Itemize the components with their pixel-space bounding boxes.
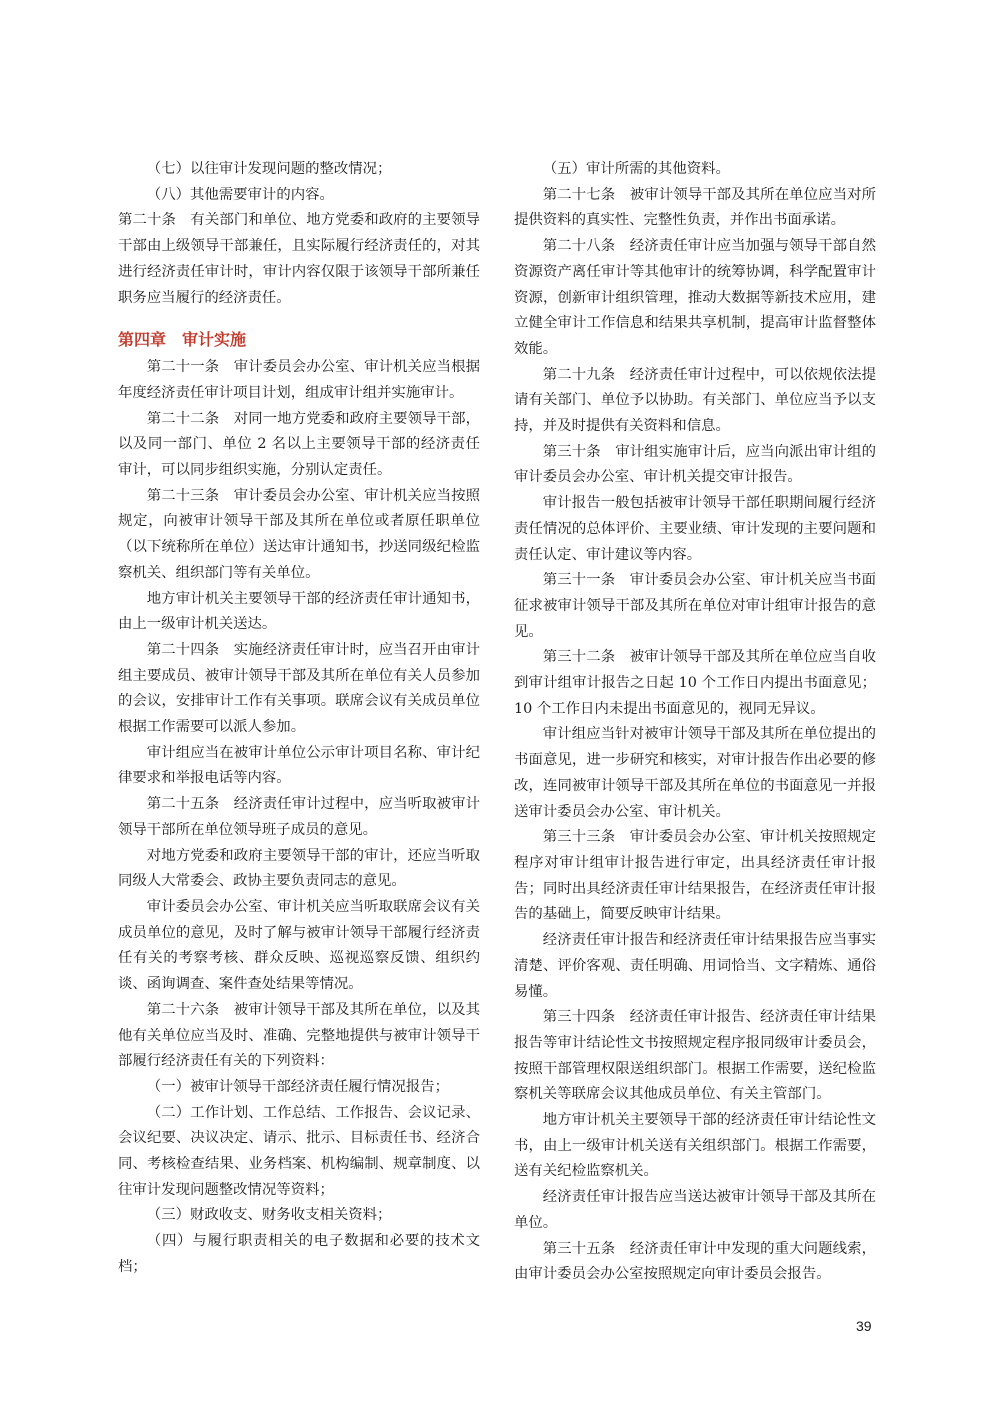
right-paragraph-13: 地方审计机关主要领导干部的经济责任审计结论性文书，由上一级审计机关送有关组织部门。根据工作需要，送有关纪检监察机关。 [514, 1112, 876, 1180]
article-20: 第二十条 有关部门和单位、地方党委和政府的主要领导干部由上级领导干部兼任，且实际履行经济责任的，对其进行经济责任审计时，审计内容仅限于该领导干部所兼任职务应当履行的经济责任。 [118, 212, 480, 306]
article-26: 第二十六条 被审计领导干部及其所在单位，以及其他有关单位应当及时、准确、完整地提供与被审计领导干部履行经济责任有关的下列资料： [118, 1001, 480, 1070]
article-34: 第三十四条 经济责任审计报告、经济责任审计结果报告等审计结论性文书按照规定程序报同级审计委员会，按照干部管理权限送组织部门。根据工作需要，送纪检监察机关等联席会议其他成员单位、有关主管部门。 [514, 1009, 876, 1103]
left-paragraph-14: （一）被审计领导干部经济责任履行情况报告； [146, 1078, 450, 1095]
left-paragraph-1: （七）以往审计发现问题的整改情况； [146, 161, 392, 177]
page-number: 39 [856, 1318, 872, 1334]
left-paragraph-2: （八）其他需要审计的内容。 [146, 186, 334, 203]
article-23: 第二十三条 审计委员会办公室、审计机关应当按照规定，向被审计领导干部及其所在单位或者原任职单位（以下统称所在单位）送达审计通知书，抄送同级纪检监察机关、组织部门等有关单位。 [118, 487, 480, 581]
chapter-heading: 第四章 审计实施 [118, 330, 247, 350]
left-paragraph-12: 审计委员会办公室、审计机关应当听取联席会议有关成员单位的意见，及时了解与被审计领导干部履行经济责任有关的考察考核、群众反映、巡视巡察反馈、组织约谈、函询调查、案件查处结果等情况。 [118, 898, 480, 993]
right-paragraph-1: （五）审计所需的其他资料。 [542, 161, 730, 177]
article-24: 第二十四条 实施经济责任审计时，应当召开由审计组主要成员、被审计领导干部及其所在单位有关人员参加的会议，安排审计工作有关事项。联席会议有关成员单位根据工作需要可以派人参加。 [118, 641, 480, 736]
left-column [118, 157, 480, 1281]
left-paragraph-9: 审计组应当在被审计单位公示审计项目名称、审计纪律要求和举报电话等内容。 [118, 744, 480, 787]
right-paragraph-14: 经济责任审计报告应当送达被审计领导干部及其所在单位。 [514, 1189, 876, 1231]
article-30: 第三十条 审计组实施审计后，应当向派出审计组的审计委员会办公室、审计机关提交审计报告。 [514, 443, 876, 486]
left-paragraph-16: （三）财政收支、财务收支相关资料； [146, 1207, 392, 1224]
right-paragraph-11: 经济责任审计报告和经济责任审计结果报告应当事实清楚、评价客观、责任明确、用词恰当、文字精炼、通俗易懂。 [514, 932, 876, 1000]
article-35: 第三十五条 经济责任审计中发现的重大问题线索，由审计委员会办公室按照规定向审计委员会报告。 [514, 1240, 876, 1283]
article-22: 第二十二条 对同一地方党委和政府主要领导干部，以及同一部门、单位 2 名以上主要领导干部的经济责任审计，可以同步组织实施，分别认定责任。 [118, 410, 480, 479]
left-paragraph-17: （四）与履行职责相关的电子数据和必要的技术文档； [118, 1233, 480, 1275]
article-28: 第二十八条 经济责任审计应当加强与领导干部自然资源资产离任审计等其他审计的统筹协调，科学配置审计资源，创新审计组织管理，推动大数据等新技术应用，建立健全审计工作信息和结果共享机制，提高审计监督整体效能。 [514, 238, 876, 357]
right-column [514, 157, 876, 1288]
left-paragraph-15: （二）工作计划、工作总结、工作报告、会议记录、会议纪要、决议决定、请示、批示、目标责任书、经济合同、考核检查结果、业务档案、机构编制、规章制度、以往审计发现问题整改情况等资料； [118, 1104, 480, 1198]
article-33: 第三十三条 审计委员会办公室、审计机关按照规定程序对审计组审计报告进行审定，出具经济责任审计报告；同时出具经济责任审计结果报告，在经济责任审计报告的基础上，简要反映审计结果。 [514, 829, 876, 923]
left-paragraph-7: 地方审计机关主要领导干部的经济责任审计通知书，由上一级审计机关送达。 [118, 590, 480, 633]
article-21: 第二十一条 审计委员会办公室、审计机关应当根据年度经济责任审计项目计划，组成审计组并实施审计。 [118, 359, 480, 401]
left-paragraph-11: 对地方党委和政府主要领导干部的审计，还应当听取同级人大常委会、政协主要负责同志的意见。 [118, 847, 480, 890]
article-29: 第二十九条 经济责任审计过程中，可以依规依法提请有关部门、单位予以协助。有关部门、单位应当予以支持，并及时提供有关资料和信息。 [514, 366, 876, 435]
right-paragraph-6: 审计报告一般包括被审计领导干部任职期间履行经济责任情况的总体评价、主要业绩、审计发现的主要问题和责任认定、审计建议等内容。 [514, 495, 876, 563]
right-paragraph-9: 审计组应当针对被审计领导干部及其所在单位提出的书面意见，进一步研究和核实，对审计报告作出必要的修改，连同被审计领导干部及其所在单位的书面意见一并报送审计委员会办公室、审计机关。 [514, 726, 876, 820]
article-25: 第二十五条 经济责任审计过程中，应当听取被审计领导干部所在单位领导班子成员的意见。 [118, 796, 480, 838]
article-27: 第二十七条 被审计领导干部及其所在单位应当对所提供资料的真实性、完整性负责，并作出书面承诺。 [514, 186, 876, 229]
article-32: 第三十二条 被审计领导干部及其所在单位应当自收到审计组审计报告之日起 10 个工作日内提出书面意见；10 个工作日内未提出书面意见的，视同无异议。 [514, 649, 876, 717]
article-31: 第三十一条 审计委员会办公室、审计机关应当书面征求被审计领导干部及其所在单位对审计组审计报告的意见。 [514, 572, 876, 640]
